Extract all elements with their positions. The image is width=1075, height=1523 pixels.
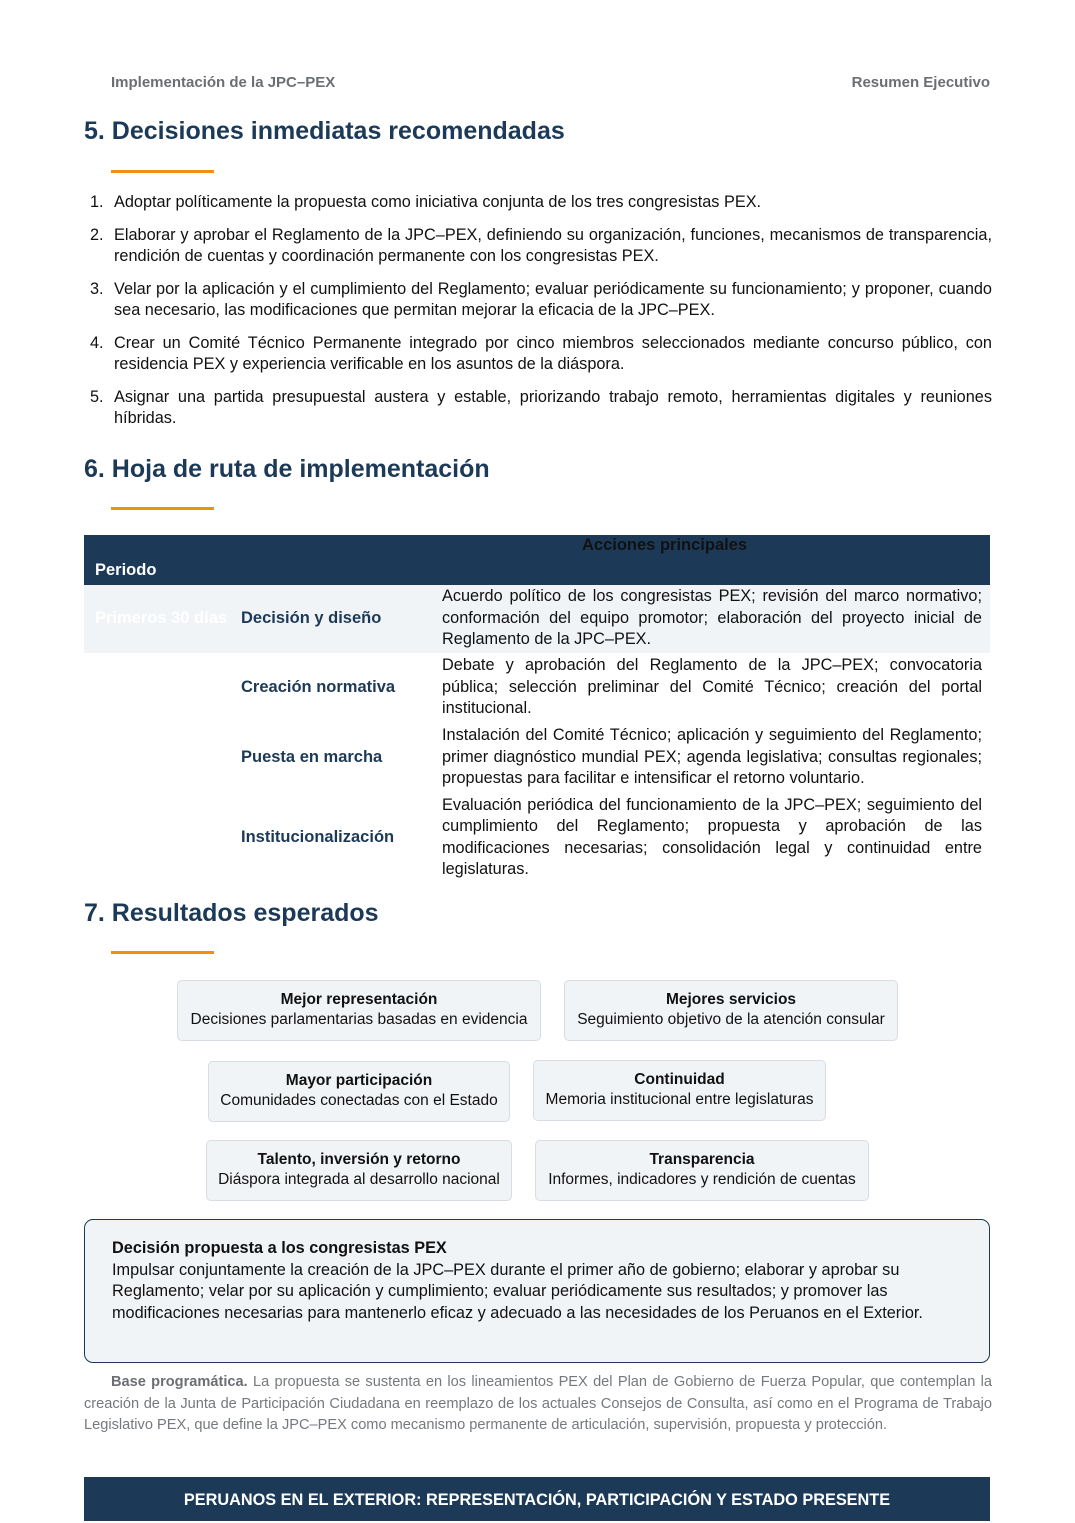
result-card xyxy=(206,1140,512,1201)
row-phase: Puesta en marcha xyxy=(241,748,383,767)
row-phase: Creación normativa xyxy=(241,678,396,697)
result-card xyxy=(564,980,898,1041)
card-title: Mejores servicios xyxy=(665,991,797,1008)
row-period xyxy=(84,723,241,793)
card-text: Comunidades conectadas con el Estado xyxy=(220,1092,498,1109)
table-row xyxy=(84,653,990,723)
decision-box xyxy=(84,1219,990,1363)
row-period xyxy=(84,653,241,723)
result-card xyxy=(208,1061,510,1122)
row-period: Primeros 30 días xyxy=(84,585,241,653)
decision-text: Impulsar conjuntamente la creación de la JPC–PEX durante el primer año de gobierno; elaborar y aprobar su Reglamento; velar por su aplicación y cumplimiento; evaluar periódicamente sus resultados; y promover las modificaciones necesarias para mantenerlo eficaz y adecuado a las necesidades de los Peruanos en el Exterior. xyxy=(112,1260,923,1322)
table-row xyxy=(84,585,990,653)
base-programatica xyxy=(84,1372,992,1437)
section-7-title: 7. Resultados esperados xyxy=(84,899,379,927)
column-header-period: Periodo xyxy=(84,535,241,585)
table-row xyxy=(84,723,990,793)
section-6-title: 6. Hoja de ruta de implementación xyxy=(84,455,490,483)
result-card xyxy=(535,1140,869,1201)
card-text: Seguimiento objetivo de la atención consular xyxy=(577,1011,885,1028)
table-row xyxy=(84,793,990,883)
row-actions: Instalación del Comité Técnico; aplicación y seguimiento del Reglamento; primer diagnóstico mundial PEX; agenda legislativa; consultas regionales; propuestas para facilitar e intensificar el retorno voluntario. xyxy=(442,726,982,788)
section-7-rule xyxy=(111,951,214,954)
card-title: Mayor participación xyxy=(285,1072,433,1089)
decisions-list xyxy=(84,192,992,441)
card-text: Informes, indicadores y rendición de cuentas xyxy=(548,1171,856,1188)
base-label: Base programática. xyxy=(111,1374,248,1390)
card-text: Diáspora integrada al desarrollo nacional xyxy=(218,1171,500,1188)
list-item: 4. Crear un Comité Técnico Permanente integrado por cinco miembros seleccionados mediante concurso público, con residencia PEX y experiencia verificable en los asuntos de la diáspora. xyxy=(90,333,992,373)
table-header-row xyxy=(84,535,990,585)
result-card xyxy=(533,1060,826,1121)
row-actions: Debate y aprobación del Reglamento de la JPC–PEX; convocatoria pública; selección preliminar del Comité Técnico; creación del portal institucional. xyxy=(442,656,982,718)
card-title: Mejor representación xyxy=(280,991,438,1008)
card-title: Talento, inversión y retorno xyxy=(257,1151,461,1168)
section-5-title: 5. Decisiones inmediatas recomendadas xyxy=(84,117,565,145)
list-item: 5. Asignar una partida presupuestal austera y estable, priorizando trabajo remoto, herramientas digitales y reuniones híbridas. xyxy=(90,387,992,427)
header-right: Resumen Ejecutivo xyxy=(851,74,990,91)
base-text: La propuesta se sustenta en los lineamientos PEX del Plan de Gobierno de Fuerza Popular, que contemplan la creación de la Junta de Participación Ciudadana en reemplazo de los actuales Consejos de Consulta, así como en el Programa de Trabajo Legislativo PEX, que define la JPC–PEX como mecanismo permanente de articulación, supervisión, propuesta y protección. xyxy=(84,1374,992,1433)
row-phase: Decisión y diseño xyxy=(241,585,442,653)
decision-title: Decisión propuesta a los congresistas PEX xyxy=(112,1239,447,1257)
card-text: Decisiones parlamentarias basadas en evidencia xyxy=(190,1011,528,1028)
section-6-rule xyxy=(111,507,214,510)
header-left: Implementación de la JPC–PEX xyxy=(111,74,336,91)
row-period xyxy=(84,793,241,883)
section-5-rule xyxy=(111,170,214,173)
list-item: 3. Velar por la aplicación y el cumplimiento del Reglamento; evaluar periódicamente su funcionamiento; y proponer, cuando sea necesario, las modificaciones que permitan mejorar la eficacia de la JPC–PEX. xyxy=(90,279,992,319)
column-header-actions: Acciones principales xyxy=(241,535,990,585)
card-text: Memoria institucional entre legislaturas xyxy=(545,1091,814,1108)
row-actions: Evaluación periódica del funcionamiento de la JPC–PEX; seguimiento del cumplimiento del Reglamento; propuesta y aprobación de las modificaciones necesarias; consolidación legal y continuidad entre legislaturas. xyxy=(442,795,982,878)
card-title: Continuidad xyxy=(634,1071,725,1088)
list-item: 1. Adoptar políticamente la propuesta como iniciativa conjunta de los tres congresistas PEX. xyxy=(90,193,762,211)
list-item: 2. Elaborar y aprobar el Reglamento de la JPC–PEX, definiendo su organización, funciones, mecanismos de transparencia, rendición de cuentas y coordinación permanente con los congresistas PEX. xyxy=(90,225,992,265)
row-phase: Institucionalización xyxy=(241,828,395,847)
running-header xyxy=(84,74,990,94)
card-title: Transparencia xyxy=(649,1151,755,1168)
roadmap-table xyxy=(84,535,990,883)
row-actions: Acuerdo político de los congresistas PEX; revisión del marco normativo; conformación del equipo promotor; elaboración del proyecto inicial de Reglamento de la JPC–PEX. xyxy=(442,585,990,653)
footer-banner: PERUANOS EN EL EXTERIOR: REPRESENTACIÓN, PARTICIPACIÓN Y ESTADO PRESENTE xyxy=(84,1477,990,1521)
result-card xyxy=(177,980,541,1041)
